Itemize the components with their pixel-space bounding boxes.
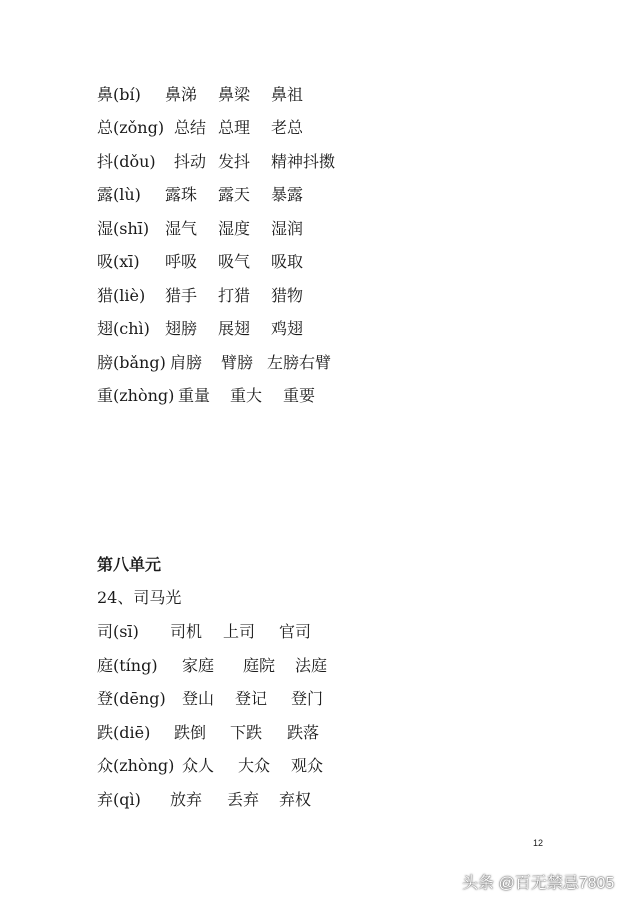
word: 湿润: [271, 219, 304, 238]
word: 发抖: [218, 152, 251, 171]
word: 暴露: [271, 185, 304, 204]
word: 庭院: [243, 656, 276, 675]
char-pinyin: 鼻(bí): [97, 85, 141, 104]
word: 上司: [223, 622, 256, 641]
word: 登山: [182, 689, 215, 708]
unit-heading: 第八单元: [97, 555, 162, 574]
word: 众人: [182, 756, 215, 775]
word: 露天: [218, 185, 251, 204]
word: 司机: [170, 622, 203, 641]
char-pinyin: 众(zhòng): [97, 756, 175, 775]
word: 臂膀: [221, 353, 254, 372]
word: 翅膀: [165, 319, 198, 338]
char-pinyin: 膀(bǎng): [97, 353, 166, 372]
word: 湿气: [165, 219, 198, 238]
word: 肩膀: [170, 353, 203, 372]
word: 猎物: [271, 286, 304, 305]
word: 登记: [235, 689, 268, 708]
word: 露珠: [165, 185, 198, 204]
word: 鸡翅: [271, 319, 304, 338]
word: 观众: [291, 756, 324, 775]
char-pinyin: 湿(shī): [97, 219, 150, 238]
char-pinyin: 总(zǒng): [97, 118, 165, 137]
word: 左膀右臂: [267, 353, 332, 372]
word: 丢弃: [227, 790, 260, 809]
word: 弃权: [279, 790, 312, 809]
word: 猎手: [165, 286, 198, 305]
char-pinyin: 庭(tíng): [97, 656, 158, 675]
word: 放弃: [170, 790, 203, 809]
word: 大众: [238, 756, 271, 775]
watermark: 头条 @百无禁忌7805: [462, 875, 615, 892]
char-pinyin: 露(lù): [97, 185, 141, 204]
char-pinyin: 抖(dǒu): [97, 152, 156, 171]
word: 跌落: [287, 723, 320, 742]
char-pinyin: 登(dēng): [97, 689, 166, 708]
char-pinyin: 吸(xī): [97, 252, 140, 271]
word: 吸气: [218, 252, 251, 271]
word: 登门: [291, 689, 324, 708]
char-pinyin: 司(sī): [97, 622, 139, 641]
word: 抖动: [174, 152, 207, 171]
char-pinyin: 弃(qì): [97, 790, 141, 809]
word: 下跌: [230, 723, 263, 742]
word: 鼻祖: [271, 85, 304, 104]
word: 鼻涕: [165, 85, 198, 104]
word: 重要: [283, 386, 316, 405]
word: 打猎: [218, 286, 251, 305]
char-pinyin: 翅(chì): [97, 319, 150, 338]
word: 官司: [279, 622, 312, 641]
word: 呼吸: [165, 252, 198, 271]
word: 精神抖擞: [271, 152, 336, 171]
word: 总理: [218, 118, 251, 137]
word: 湿度: [218, 219, 251, 238]
word: 鼻梁: [218, 85, 251, 104]
char-pinyin: 重(zhòng): [97, 386, 175, 405]
char-pinyin: 跌(diē): [97, 723, 151, 742]
word: 重大: [230, 386, 263, 405]
word: 老总: [271, 118, 304, 137]
char-pinyin: 猎(liè): [97, 286, 146, 305]
word: 吸取: [271, 252, 304, 271]
word: 重量: [178, 386, 211, 405]
word: 家庭: [182, 656, 215, 675]
word: 法庭: [295, 656, 328, 675]
page-number: 12: [533, 838, 544, 848]
word: 总结: [174, 118, 207, 137]
word: 跌倒: [174, 723, 207, 742]
lesson-title: 24、司马光: [97, 588, 182, 607]
word: 展翅: [218, 319, 251, 338]
